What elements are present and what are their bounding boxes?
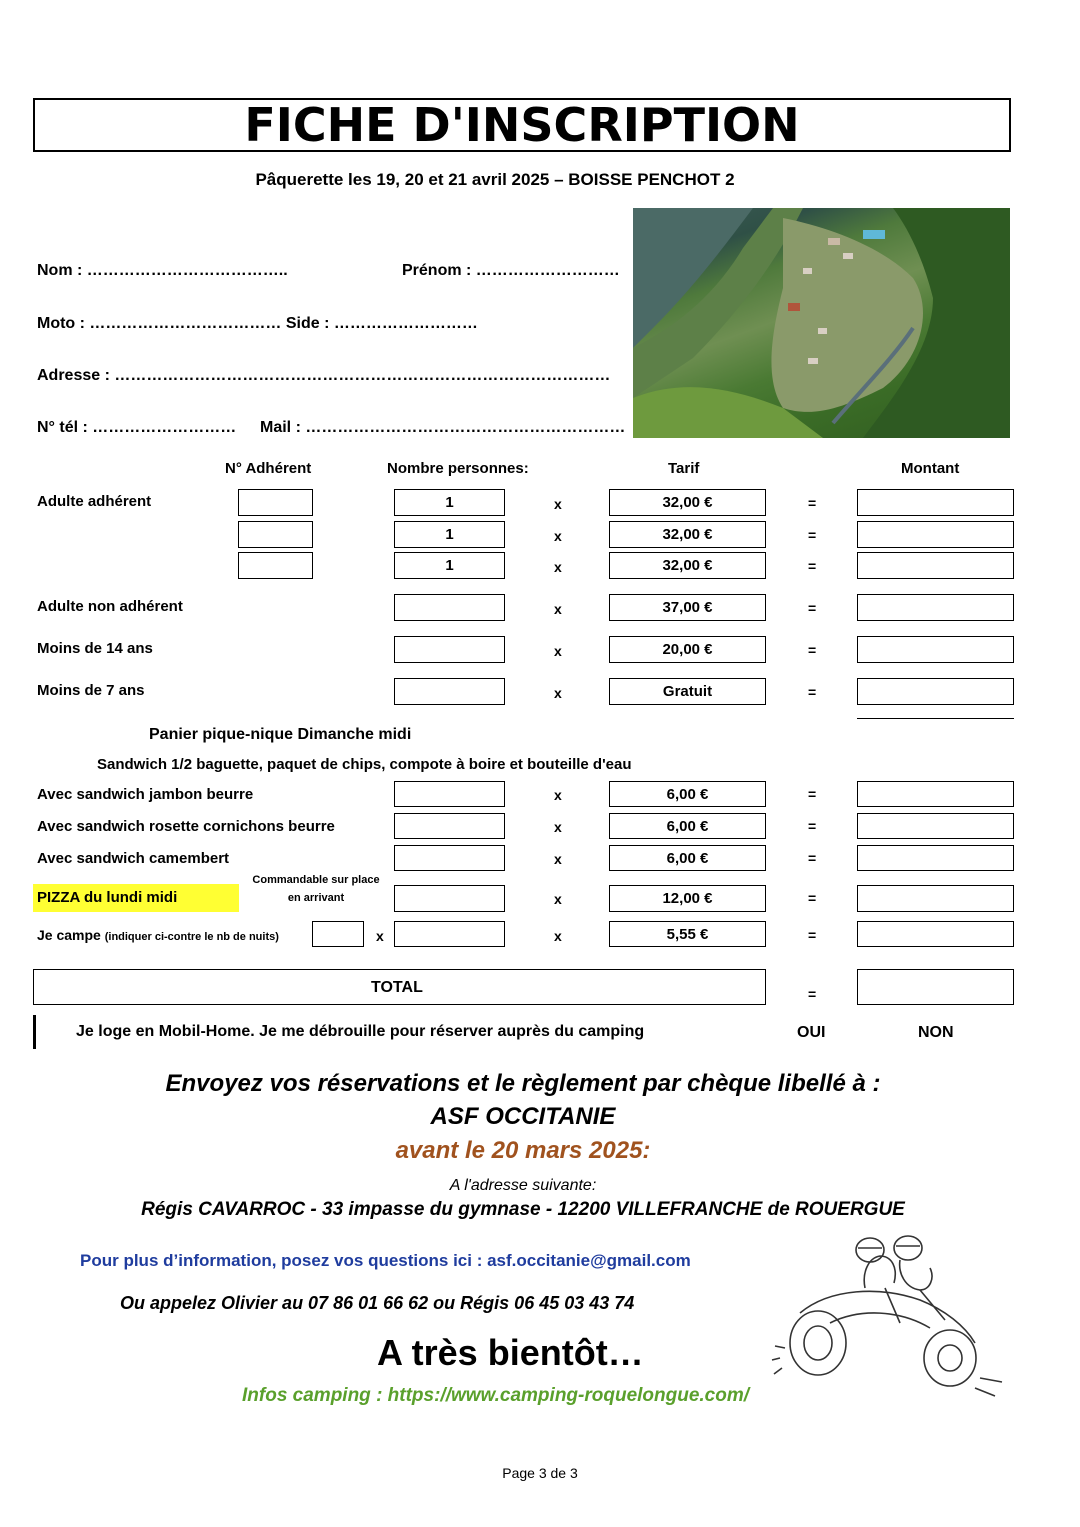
info-email-link[interactable]: Pour plus d’information, posez vos questions ici : asf.occitanie@gmail.com (80, 1251, 691, 1270)
tarif-cell: 6,00 € (609, 845, 766, 871)
tarif-cell: 32,00 € (609, 552, 766, 579)
qty-input[interactable]: 1 (394, 521, 505, 548)
equals-sign: = (808, 642, 817, 658)
row-campe (37, 927, 279, 943)
tarif-cell: 32,00 € (609, 521, 766, 548)
camping-link[interactable]: Infos camping : https://www.camping-roquelongue.com/ (242, 1385, 750, 1406)
equals-sign: = (808, 850, 817, 866)
org-name: ASF OCCITANIE (430, 1103, 616, 1130)
montant-input[interactable] (857, 885, 1014, 912)
tarif-cell: 37,00 € (609, 594, 766, 621)
row-jambon: Avec sandwich jambon beurre (37, 786, 254, 803)
qty-input[interactable] (394, 636, 505, 663)
montant-input[interactable] (857, 813, 1014, 839)
qty-input[interactable]: 1 (394, 552, 505, 579)
adherent-number-input[interactable] (238, 489, 313, 516)
tarif-cell: 6,00 € (609, 813, 766, 839)
multiply-sign: x (554, 528, 562, 544)
mail-field[interactable]: Mail : …………………………………………………… (260, 419, 626, 436)
qty-input[interactable] (394, 813, 505, 839)
total-label: TOTAL (371, 979, 423, 996)
col-adherent: N° Adhérent (225, 460, 312, 477)
col-tarif: Tarif (668, 460, 700, 477)
page-number: Page 3 de 3 (502, 1465, 578, 1481)
equals-sign: = (808, 558, 817, 574)
postal-address: Régis CAVARROC - 33 impasse du gymnase - 12200 VILLEFRANCHE de ROUERGUE (141, 1199, 905, 1220)
tarif-cell: 6,00 € (609, 781, 766, 807)
pizza-note: en arrivant (287, 892, 345, 904)
mobil-oui-option[interactable]: OUI (797, 1024, 826, 1041)
montant-input[interactable] (857, 636, 1014, 663)
picnic-title: Panier pique-nique Dimanche midi (149, 726, 412, 743)
tarif-cell: 12,00 € (609, 885, 766, 912)
montant-input[interactable] (857, 594, 1014, 621)
montant-input[interactable] (857, 921, 1014, 947)
adherent-number-input[interactable] (238, 521, 313, 548)
montant-input[interactable] (857, 781, 1014, 807)
picnic-description: Sandwich 1/2 baguette, paquet de chips, compote à boire et bouteille d'eau (97, 756, 632, 773)
pizza-note: Commandable sur place (252, 874, 380, 886)
qty-input[interactable] (394, 678, 505, 705)
campe-note: (indiquer ci-contre le nb de nuits) (104, 931, 279, 943)
phone-contacts: Ou appelez Olivier au 07 86 01 66 62 ou Régis 06 45 03 43 74 (120, 1293, 635, 1313)
row-moins-7: Moins de 7 ans (37, 682, 145, 699)
equals-sign: = (808, 927, 817, 943)
equals-sign: = (808, 684, 817, 700)
qty-input[interactable] (394, 921, 505, 947)
nights-input[interactable] (312, 921, 364, 947)
adresse-field[interactable]: Adresse : ………………………………………………………………………………… (37, 367, 611, 384)
equals-sign: = (808, 600, 817, 616)
address-intro: A l'adresse suivante: (449, 1177, 597, 1194)
row-adulte-adherent: Adulte adhérent (37, 493, 152, 510)
mobil-home-text: Je loge en Mobil-Home. Je me débrouille pour réserver auprès du camping (76, 1023, 645, 1040)
col-personnes: Nombre personnes: (387, 460, 529, 477)
deadline: avant le 20 mars 2025: (395, 1137, 651, 1164)
row-rosette: Avec sandwich rosette cornichons beurre (37, 818, 335, 835)
tel-field[interactable]: N° tél : ……………………… (37, 419, 237, 436)
montant-input[interactable] (857, 521, 1014, 548)
equals-sign: = (808, 890, 817, 906)
multiply-sign: x (554, 685, 562, 701)
adherent-number-input[interactable] (238, 552, 313, 579)
multiply-sign: x (554, 787, 562, 803)
tarif-cell: 32,00 € (609, 489, 766, 516)
row-adulte-non-adherent: Adulte non adhérent (37, 598, 183, 615)
nom-field[interactable]: Nom : ……………………………….. (37, 262, 288, 279)
tarif-cell: 20,00 € (609, 636, 766, 663)
equals-sign: = (808, 986, 817, 1002)
qty-input[interactable] (394, 885, 505, 912)
qty-input[interactable] (394, 594, 505, 621)
multiply-sign: x (376, 928, 384, 944)
total-montant-input[interactable] (857, 969, 1014, 1005)
multiply-sign: x (554, 496, 562, 512)
multiply-sign: x (554, 891, 562, 907)
multiply-sign: x (554, 819, 562, 835)
tarif-cell: Gratuit (609, 678, 766, 705)
multiply-sign: x (554, 601, 562, 617)
event-subtitle: Pâquerette les 19, 20 et 21 avril 2025 – BOISSE PENCHOT 2 (255, 170, 735, 189)
tarif-cell: 5,55 € (609, 921, 766, 947)
row-camembert: Avec sandwich camembert (37, 850, 230, 867)
moto-side-field[interactable]: Moto : ……………………………… Side : ……………………… (37, 315, 478, 332)
prenom-field[interactable]: Prénom : ……………………… (402, 262, 620, 279)
qty-input[interactable] (394, 845, 505, 871)
divider (33, 1015, 36, 1049)
mobil-non-option[interactable]: NON (918, 1024, 954, 1041)
multiply-sign: x (554, 643, 562, 659)
montant-input[interactable] (857, 845, 1014, 871)
multiply-sign: x (554, 928, 562, 944)
equals-sign: = (808, 818, 817, 834)
row-pizza: PIZZA du lundi midi (37, 889, 178, 906)
sidecar-illustration (770, 1228, 1010, 1398)
camping-aerial-photo (633, 208, 1010, 438)
qty-input[interactable] (394, 781, 505, 807)
montant-input[interactable] (857, 678, 1014, 705)
equals-sign: = (808, 527, 817, 543)
farewell: A très bientôt… (377, 1332, 644, 1373)
divider (857, 718, 1014, 719)
row-moins-14: Moins de 14 ans (37, 640, 153, 657)
montant-input[interactable] (857, 552, 1014, 579)
equals-sign: = (808, 495, 817, 511)
send-instructions: Envoyez vos réservations et le règlement par chèque libellé à : (165, 1070, 881, 1097)
multiply-sign: x (554, 851, 562, 867)
page-title: FICHE D'INSCRIPTION (33, 98, 1011, 152)
col-montant: Montant (901, 460, 960, 477)
qty-input[interactable]: 1 (394, 489, 505, 516)
multiply-sign: x (554, 559, 562, 575)
montant-input[interactable] (857, 489, 1014, 516)
campe-label: Je campe (37, 927, 101, 943)
equals-sign: = (808, 786, 817, 802)
